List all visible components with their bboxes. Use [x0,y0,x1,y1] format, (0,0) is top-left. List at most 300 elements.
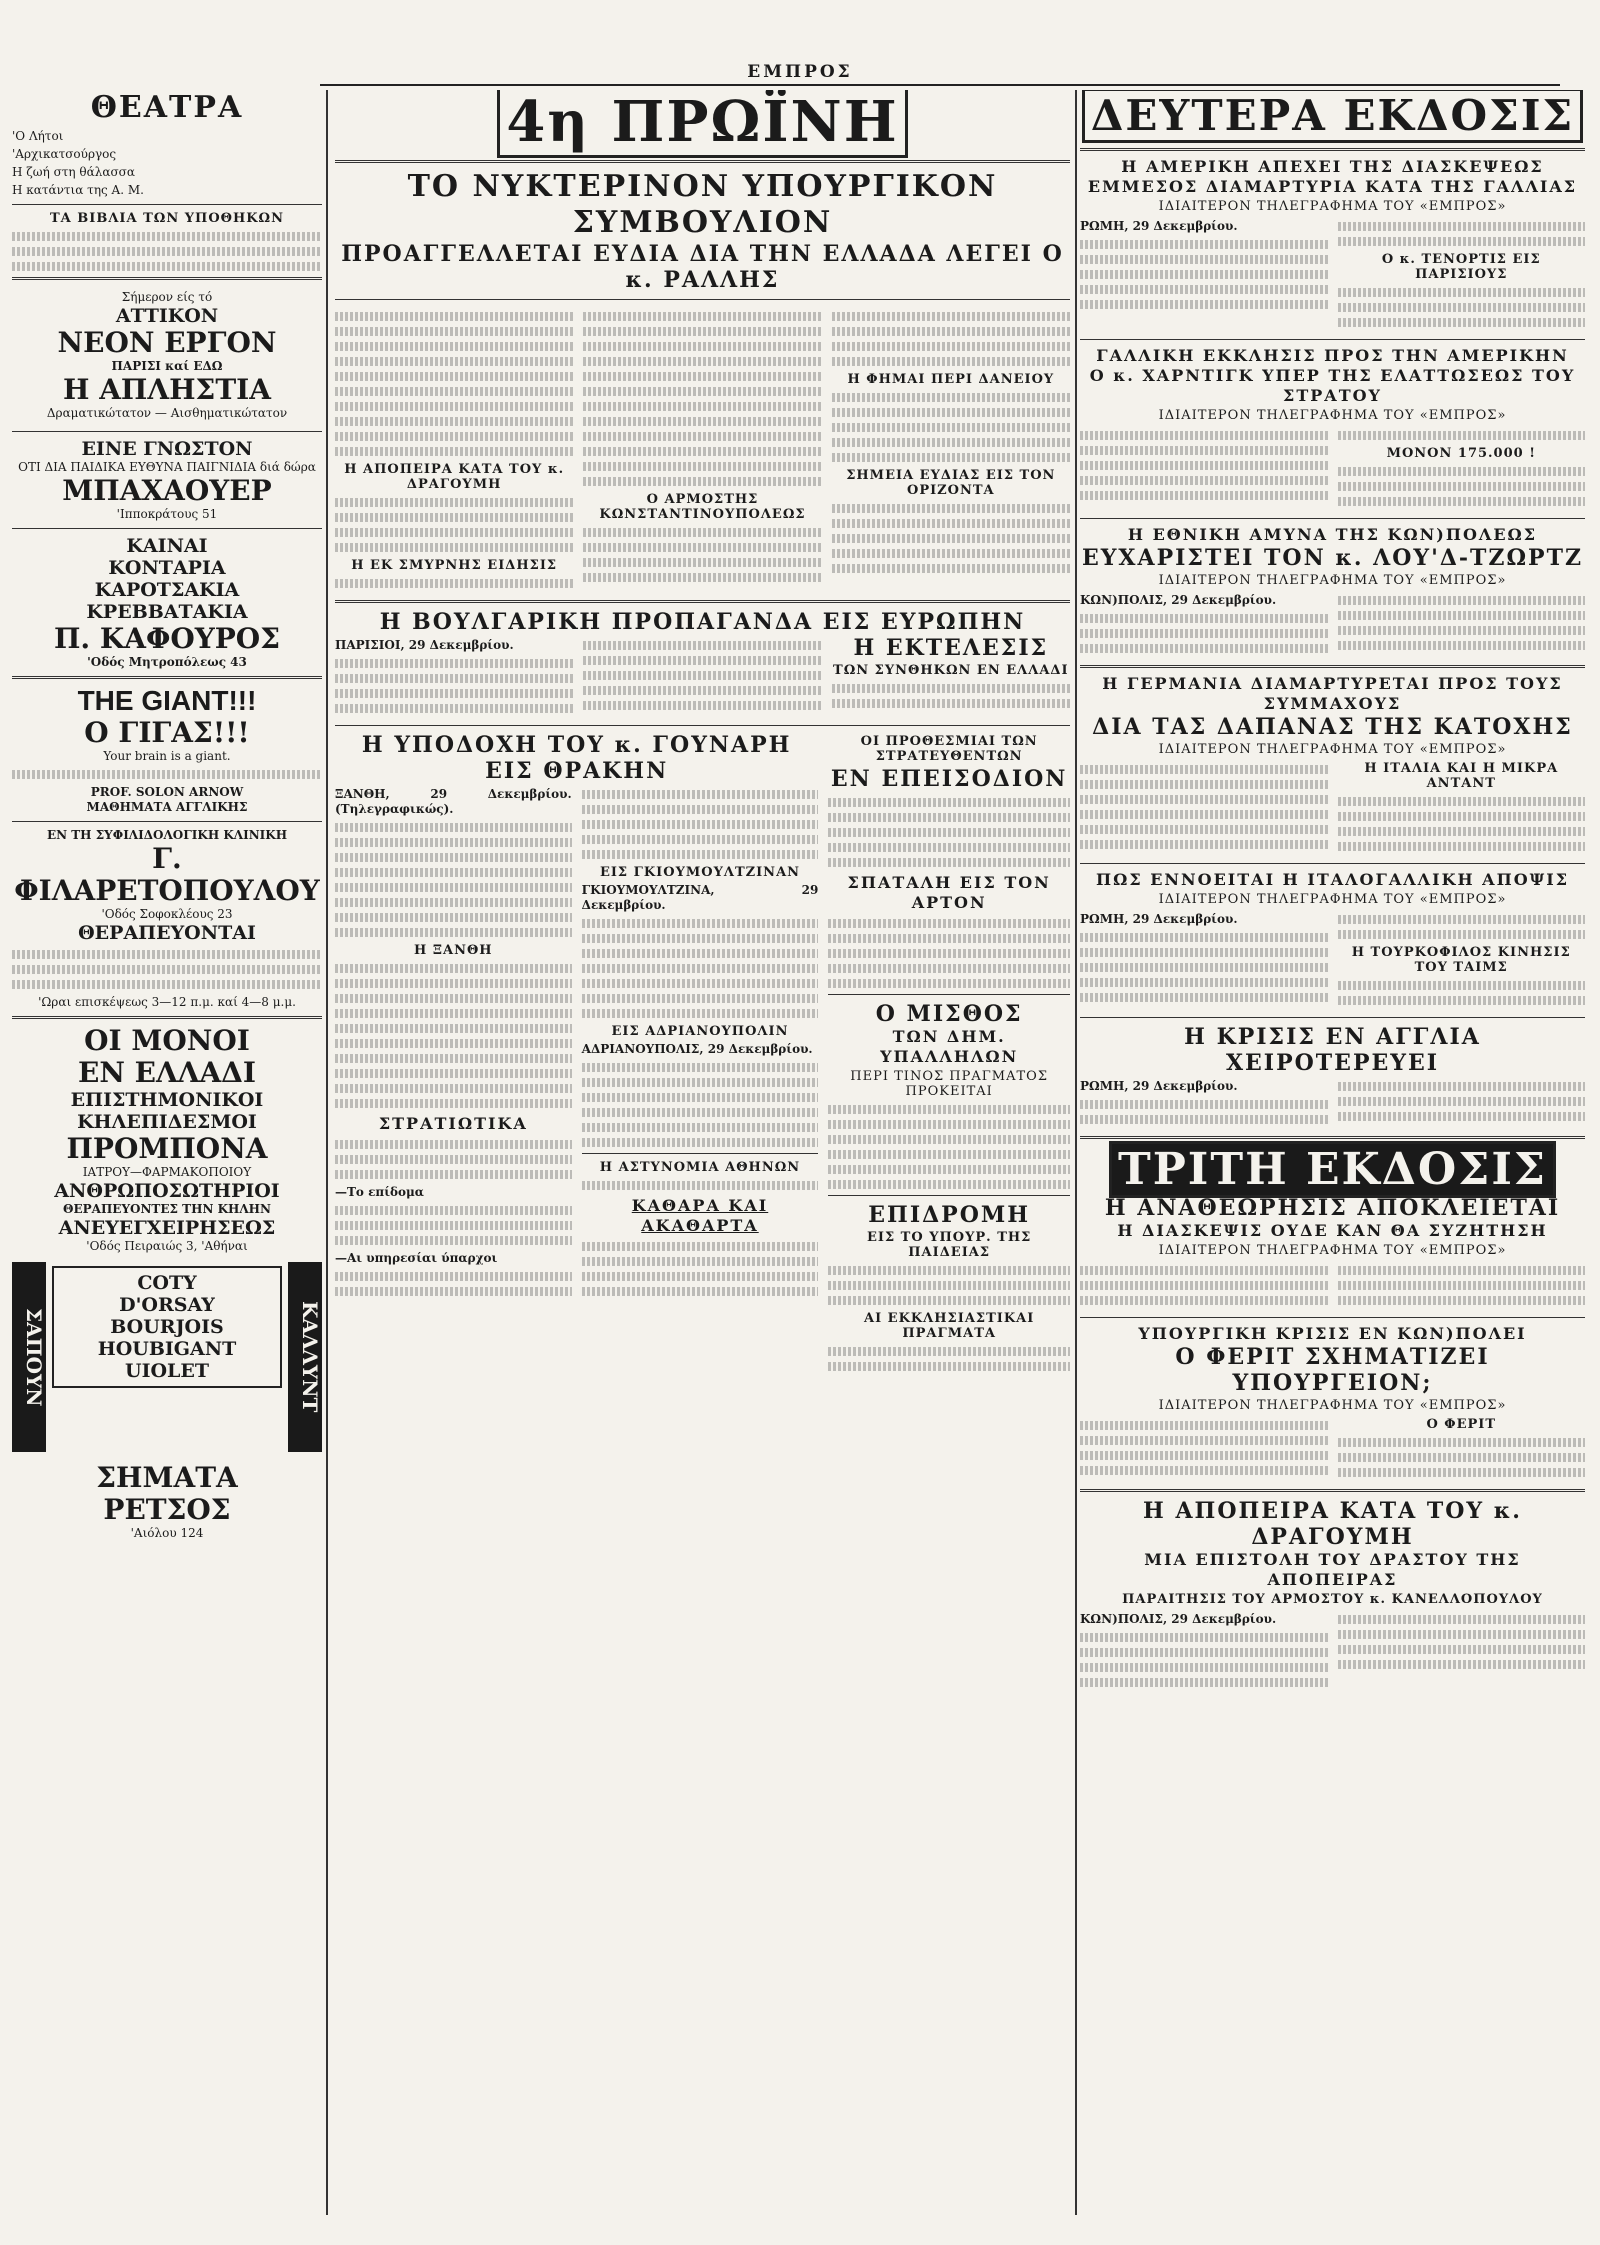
text-filler [335,823,572,832]
text-filler [832,684,1070,693]
wire-line: ΙΔΙΑΙΤΕΡΟΝ ΤΗΛΕΓΡΑΦΗΜΑ ΤΟΥ «ΕΜΠΡΟΣ» [1158,742,1507,757]
text-filler [828,798,1070,807]
story-column [1338,1415,1586,1483]
dateline: ΚΩΝ)ΠΟΛΙΣ, 29 Δεκεμβρίου. [1080,1612,1277,1626]
text-filler [583,447,821,456]
text-filler [828,1347,1070,1356]
story-column [1080,1609,1328,1693]
text-filler [335,898,572,907]
text-filler [1080,780,1328,789]
article-headline: Η ΑΜΕΡΙΚΗ ΑΠΕΧΕΙ ΤΗΣ ΔΙΑΣΚΕΨΕΩΣ [1121,157,1544,176]
text-filler [1080,476,1328,485]
text-filler [583,477,821,486]
text-filler [582,820,819,829]
section-subheadline: ΤΩΝ ΣΥΝΘΗΚΩΝ ΕΝ ΕΛΛΑΔΙ [833,663,1069,678]
toys-text: ΟΤΙ ΔΙΑ ΠΑΙΔΙΚΑ ΕΥΘΥΝΑ ΠΑΙΓΝΙΔΙΑ διά δώρα [18,460,316,474]
text-filler [335,1221,572,1230]
text-filler [1338,1438,1586,1447]
text-filler [832,438,1070,447]
text-filler [1338,237,1586,246]
divider [12,528,322,529]
article-columns [1080,1076,1585,1130]
article-subheadline: ΔΙΑ ΤΑΣ ΔΑΠΑΝΑΣ ΤΗΣ ΚΑΤΟΧΗΣ [1092,714,1573,740]
perfume-footer-line: ΣΗΜΑΤΑ [96,1461,238,1494]
text-filler [828,934,1070,943]
clinic-heading: ΕΝ ΤΗ ΣΥΦΙΛΙΔΟΛΟΓΙΚΗ ΚΛΙΝΙΚΗ [46,828,288,842]
truss-address: 'Οδός Πειραιώς 3, 'Αθήναι [86,1239,248,1253]
text-filler [1080,1436,1328,1445]
text-filler [335,513,573,522]
section-heading: Η ΙΤΑΛΙΑ ΚΑΙ Η ΜΙΚΡΑ ΑΝΤΑΝΤ [1364,761,1559,791]
text-filler [582,994,819,1003]
text-filler [582,1242,819,1251]
dateline: ΡΩΜΗ, 29 Δεκεμβρίου. [1080,912,1238,926]
text-filler [335,1069,572,1078]
text-filler [335,402,573,411]
story-column [1080,1076,1328,1130]
text-filler [828,1180,1070,1189]
text-filler [335,1272,572,1281]
section-headline: Η ΕΚΤΕΛΕΣΙΣ [853,635,1049,661]
text-filler [583,312,821,321]
section-heading: ΣΤΡΑΤΙΩΤΙΚΑ [378,1114,528,1133]
article-columns [1080,1260,1585,1311]
furniture-ad [12,535,322,670]
text-filler [335,1039,572,1048]
text-filler [582,1009,819,1018]
divider [12,204,322,205]
text-filler [582,1063,819,1072]
perfume-ad [12,1262,322,1462]
article-subheadline: ΕΥΧΑΡΙΣΤΕΙ ΤΟΝ κ. ΛΟΥ'Δ-ΤΖΩΡΤΖ [1081,545,1584,571]
text-filler [335,528,573,537]
wire-line: ΙΔΙΑΙΤΕΡΟΝ ΤΗΛΕΓΡΑΦΗΜΑ ΤΟΥ «ΕΜΠΡΟΣ» [1158,892,1507,907]
truss-brand-sub: ΙΑΤΡΟΥ—ΦΑΡΜΑΚΟΠΟΙΟΥ [82,1165,252,1179]
text-filler [335,1170,572,1179]
bulgarian-columns [335,635,1070,719]
text-filler [12,965,322,974]
divider [1080,863,1585,864]
text-filler [335,853,572,862]
cinema-intro: Σήμερον είς τό [121,290,213,304]
text-filler [1080,765,1328,774]
perfume-brand: HOUBIGANT [97,1338,237,1360]
perfume-side-label: ΣΑΠΟΥΝ [12,1262,46,1452]
theatre-heading: ΘΕΑΤΡΑ [90,90,244,125]
divider [1080,1489,1585,1492]
clinic-ad [12,828,322,1010]
divider [1080,148,1585,151]
truss-brand: ΠΡΟΜΠΟΝΑ [66,1132,268,1165]
text-filler [335,883,572,892]
story-column [583,306,821,594]
text-filler [832,453,1070,462]
text-filler [832,519,1070,528]
text-filler [1338,1266,1586,1275]
edition-banner: 4η ΠΡΩΪΝΗ [497,90,907,158]
truss-line: ΘΕΡΑΠΕΥΟΝΤΕΣ ΤΗΝ ΚΗΛΗΝ [63,1202,271,1216]
text-filler [1080,644,1328,653]
divider [12,277,322,280]
divider [1080,1017,1585,1018]
perfume-footer-line: ΡΕΤΣΟΣ [103,1493,231,1526]
divider [335,299,1070,300]
section-headline: ΣΠΑΤΑΛΗ ΕΙΣ ΤΟΝ ΑΡΤΟΝ [847,873,1051,912]
perfume-footer [12,1462,322,1541]
text-filler [828,979,1070,988]
text-filler [1080,491,1328,500]
section-subheading: —Το επίδομα [335,1185,425,1199]
furniture-item: ΚΑΡΟΤΣΑΚΙΑ [94,579,240,601]
text-filler [335,327,573,336]
section-headline: ΕΠΙΔΡΟΜΗ [868,1202,1031,1228]
divider [1080,518,1585,519]
text-filler [1338,827,1586,836]
text-filler [1338,1645,1586,1654]
story-column [832,306,1070,594]
left-column [12,90,322,2225]
text-filler [1338,303,1586,312]
text-filler [335,994,572,1003]
text-filler [1338,1082,1586,1091]
text-filler [832,393,1070,402]
text-filler [335,979,572,988]
text-filler [583,402,821,411]
story-column [335,306,573,594]
text-filler [828,1150,1070,1159]
text-filler [1080,1296,1328,1305]
section-subheadline: ΕΙΣ ΤΟ ΥΠΟΥΡ. ΤΗΣ ΠΑΙΔΕΙΑΣ [866,1230,1032,1260]
section-heading: Η ΞΑΝΘΗ [414,943,493,958]
dateline: ΡΩΜΗ, 29 Δεκεμβρίου. [1080,219,1238,233]
text-filler [1080,1421,1328,1430]
text-filler [832,357,1070,366]
column-divider [326,90,328,2215]
text-filler [583,558,821,567]
text-filler [335,1009,572,1018]
text-filler [582,1272,819,1281]
truss-line: ΕΝ ΕΛΛΑΔΙ [77,1056,257,1089]
text-filler [1080,1678,1328,1687]
text-filler [583,656,821,665]
text-filler [1338,812,1586,821]
text-filler [12,232,322,241]
cinema-tag: Δραματικώτατον — Αισθηματικώτατον [46,406,288,420]
text-filler [828,919,1070,928]
text-filler [582,949,819,958]
masthead: ΕΜΠΡΟΣ [747,62,853,82]
text-filler [832,564,1070,573]
text-filler [582,835,819,844]
text-filler [1338,842,1586,851]
text-filler [1080,978,1328,987]
section-headline: Ο ΜΙΣΘΟΣ [875,1001,1023,1027]
cinema-title: Η ΑΠΛΗΣΤΙΑ [62,373,271,406]
text-filler [335,342,573,351]
text-filler [335,674,573,683]
story-column [1338,1076,1586,1130]
text-filler [583,528,821,537]
story-column [1080,759,1328,857]
text-filler [583,686,821,695]
text-filler [1338,1281,1586,1290]
text-filler [828,1120,1070,1129]
divider [12,431,322,432]
story-column [1080,216,1328,333]
furniture-item: ΚΟΝΤΑΡΙΑ [108,557,226,579]
text-filler [335,312,573,321]
clinic-address: 'Οδός Σοφοκλέους 23 [101,907,233,921]
text-filler [582,1078,819,1087]
text-filler [1080,614,1328,623]
text-filler [335,447,573,456]
text-filler [1338,930,1586,939]
divider [582,1153,819,1154]
section-subheadline: ΤΩΝ ΔΗΜ. ΥΠΑΛΛΗΛΩΝ [880,1027,1019,1066]
text-filler [582,919,819,928]
story-column [1338,216,1586,333]
cinema-ad [12,286,322,425]
text-filler [828,1165,1070,1174]
text-filler [583,701,821,710]
center-column [335,90,1070,2225]
section-heading: Η ΤΟΥΡΚΟΦΙΛΟΣ ΚΙΝΗΣΙΣ ΤΟΥ ΤΑΙΜΣ [1351,945,1571,975]
bulgarian-headline: Η ΒΟΥΛΓΑΡΙΚΗ ΠΡΟΠΑΓΑΝΔΑ ΕΙΣ ΕΥΡΩΠΗΝ [379,609,1026,635]
story-column [582,784,819,1302]
article-headline: Η ΚΡΙΣΙΣ ΕΝ ΑΓΓΛΙΑ ΧΕΙΡΟΤΕΡΕΥΕΙ [1184,1024,1481,1076]
text-filler [1080,1466,1328,1475]
books-heading: ΤΑ ΒΙΒΛΙΑ ΤΩΝ ΥΠΟΘΗΚΩΝ [49,211,285,226]
text-filler [828,813,1070,822]
truss-line: ΟΙ ΜΟΝΟΙ [84,1024,250,1057]
text-filler [335,1099,572,1108]
text-filler [335,928,572,937]
clinic-name: Γ. ΦΙΛΑΡΕΤΟΠΟΥΛΟΥ [14,842,320,907]
article-columns [1080,909,1585,1011]
text-filler [335,1287,572,1296]
text-filler [1080,1648,1328,1657]
article-subheadline: ΕΜΜΕΣΟΣ ΔΙΑΜΑΡΤΥΡΙΑ ΚΑΤΑ ΤΗΣ ΓΑΛΛΙΑΣ [1087,177,1578,196]
text-filler [828,1105,1070,1114]
divider [828,1195,1070,1196]
thrace-block [335,732,818,1377]
text-filler [335,1140,572,1149]
truss-ad [12,1025,322,1254]
text-filler [1338,996,1586,1005]
thrace-columns [335,784,818,1302]
text-filler [1338,641,1586,650]
text-filler [1080,1266,1328,1275]
giant-ad [12,685,322,815]
article-headline: Η ΓΕΡΜΑΝΙΑ ΔΙΑΜΑΡΤΥΡΕΤΑΙ ΠΡΟΣ ΤΟΥΣ ΣΥΜΜΑΧΟΥΣ [1102,674,1563,713]
toys-heading: ΕΙΝΕ ΓΝΩΣΤΟΝ [81,438,253,460]
text-filler [1338,318,1586,327]
right-sub-column [828,732,1070,1377]
furniture-address: 'Οδός Μητροπόλεως 43 [87,655,247,669]
giant-teacher: PROF. SOLON ARNOW [90,785,244,799]
article-subheadline: ΜΙΑ ΕΠΙΣΤΟΛΗ ΤΟΥ ΔΡΑΣΤΟΥ ΤΗΣ ΑΠΟΠΕΙΡΑΣ [1144,1550,1521,1589]
section-subheading: —Αι υπηρεσίαι ύπαρχοι [335,1251,498,1265]
article-columns [1080,1609,1585,1693]
text-filler [1080,629,1328,638]
lower-center [335,732,1070,1377]
text-filler [583,462,821,471]
divider [335,160,1070,163]
text-filler [1338,431,1586,440]
divider [1080,1136,1585,1139]
masthead-rule [320,84,1560,86]
dateline: ΠΑΡΙΣΙΟΙ, 29 Δεκεμβρίου. [335,638,514,652]
text-filler [583,671,821,680]
text-filler [1080,446,1328,455]
article-headline: ΠΩΣ ΕΝΝΟΕΙΤΑΙ Η ΙΤΑΛΟΓΑΛΛΙΚΗ ΑΠΟΨΙΣ [1095,870,1570,889]
text-filler [583,417,821,426]
edition-title [1080,1145,1585,1195]
section-heading: Η ΦΗΜΑΙ ΠΕΡΙ ΔΑΝΕΙΟΥ [847,372,1055,387]
text-filler [335,704,573,713]
section-heading: ΟΙ ΠΡΟΘΕΣΜΙΑΙ ΤΩΝ ΣΤΡΑΤΕΥΘΕΝΤΩΝ [860,734,1038,764]
wire-line: ΙΔΙΑΙΤΕΡΟΝ ΤΗΛΕΓΡΑΦΗΜΑ ΤΟΥ «ΕΜΠΡΟΣ» [1158,573,1507,588]
divider [1080,665,1585,668]
text-filler [583,641,821,650]
wire-line: ΙΔΙΑΙΤΕΡΟΝ ΤΗΛΕΓΡΑΦΗΜΑ ΤΟΥ «ΕΜΠΡΟΣ» [1158,1398,1507,1413]
text-filler [335,543,573,552]
text-filler [335,372,573,381]
text-filler [335,387,573,396]
cinema-name: ΑΤΤΙΚΟΝ [115,305,219,327]
edition-banner: ΤΡΙΤΗ ΕΚΔΟΣΙΣ [1109,1141,1556,1198]
furniture-item: ΚΡΕΒΒΑΤΑΚΙΑ [86,601,248,623]
text-filler [583,357,821,366]
text-filler [582,1287,819,1296]
article-headline: ΓΑΛΛΙΚΗ ΕΚΚΛΗΣΙΣ ΠΡΟΣ ΤΗΝ ΑΜΕΡΙΚΗΝ [1096,346,1569,365]
text-filler [335,689,573,698]
truss-line: ΚΗΛΕΠΙΔΕΣΜΟΙ [77,1111,257,1133]
story-column [1338,590,1586,659]
text-filler [335,1024,572,1033]
text-filler [583,342,821,351]
divider [12,1016,322,1019]
text-filler [1338,467,1586,476]
story-column [583,635,821,719]
text-filler [828,1362,1070,1371]
article-headline: Η ΕΘΝΙΚΗ ΑΜΥΝΑ ΤΗΣ ΚΩΝ)ΠΟΛΕΩΣ [1127,525,1538,544]
divider [12,676,322,679]
text-filler [1338,1453,1586,1462]
text-filler [582,964,819,973]
text-filler [583,327,821,336]
text-filler [582,805,819,814]
text-filler [582,850,819,859]
story-column [1080,425,1328,512]
main-subheadline: ΠΡΟΑΓΓΕΛΛΕΤΑΙ ΕΥΔΙΑ ΔΙΑ ΤΗΝ ΕΛΛΑΔΑ ΛΕΓΕΙ Ο κ. ΡΑΛΛΗΣ [341,241,1064,293]
story-column [1080,1415,1328,1483]
story-column [335,784,572,1302]
right-column [1080,90,1585,2225]
text-filler [832,534,1070,543]
text-filler [832,699,1070,708]
section-heading: Ο ΑΡΜΟΣΤΗΣ ΚΩΝΣΤΑΝΤΙΝΟΥΠΟΛΕΩΣ [599,492,806,522]
text-filler [1080,825,1328,834]
story-column [832,635,1070,719]
text-filler [828,1296,1070,1305]
section-heading: Η ΑΣΤΥΝΟΜΙΑ ΑΘΗΝΩΝ [599,1160,801,1175]
text-filler [1080,795,1328,804]
text-filler [582,1181,819,1190]
text-filler [828,843,1070,852]
text-filler [12,950,322,959]
text-filler [1080,240,1328,249]
article-columns [1080,425,1585,512]
text-filler [335,579,573,588]
section-subheadline: ΠΕΡΙ ΤΙΝΟΣ ΠΡΑΓΜΑΤΟΣ ΠΡΟΚΕΙΤΑΙ [850,1069,1049,1099]
article-headline: Η ΑΝΑΘΕΩΡΗΣΙΣ ΑΠΟΚΛΕΙΕΤΑΙ [1104,1195,1561,1221]
perfume-brand: COTY [137,1272,197,1294]
section-heading: ΚΑΘΑΡΑ ΚΑΙ ΑΚΑΘΑΡΤΑ [631,1196,769,1235]
text-filler [1080,461,1328,470]
clinic-cure: ΘΕΡΑΠΕΥΟΝΤΑΙ [78,922,256,944]
text-filler [1338,611,1586,620]
toys-ad [12,438,322,522]
text-filler [582,979,819,988]
article-headline: ΥΠΟΥΡΓΙΚΗ ΚΡΙΣΙΣ ΕΝ ΚΩΝ)ΠΟΛΕΙ [1138,1324,1527,1343]
story-column [1338,1260,1586,1311]
article-subheadline: Η ΔΙΑΣΚΕΨΙΣ ΟΥΔΕ ΚΑΝ ΘΑ ΣΥΖΗΤΗΣΗ [1117,1221,1548,1240]
section-heading: Η ΕΚ ΣΜΥΡΝΗΣ ΕΙΔΗΣΙΣ [351,558,558,573]
article-columns [1080,590,1585,659]
text-filler [335,1084,572,1093]
section-heading: ΕΙΣ ΓΚΙΟΥΜΟΥΛΤΖΙΝΑΝ [599,865,801,880]
text-filler [335,432,573,441]
text-filler [335,417,573,426]
text-filler [1338,288,1586,297]
wire-line: ΙΔΙΑΙΤΕΡΟΝ ΤΗΛΕΓΡΑΦΗΜΑ ΤΟΥ «ΕΜΠΡΟΣ» [1158,408,1507,423]
text-filler [582,790,819,799]
story-column [1338,759,1586,857]
section-heading: Η ΑΠΟΠΕΙΡΑ ΚΑΤΑ ΤΟΥ κ. ΔΡΑΓΟΥΜΗ [344,462,565,492]
text-filler [1080,810,1328,819]
text-filler [832,549,1070,558]
text-filler [828,828,1070,837]
section-heading: ΣΗΜΕΙΑ ΕΥΔΙΑΣ ΕΙΣ ΤΟΝ ΟΡΙΖΟΝΤΑ [846,468,1056,498]
theatre-line: 'Αρχικατσούργος [12,147,117,161]
truss-line: ΕΠΙΣΤΗΜΟΝΙΚΟΙ [70,1089,264,1111]
text-filler [828,1266,1070,1275]
text-filler [583,372,821,381]
text-filler [1080,1115,1328,1124]
text-filler [335,838,572,847]
text-filler [582,1138,819,1147]
divider [828,994,1070,995]
text-filler [1338,596,1586,605]
text-filler [1338,981,1586,990]
text-filler [832,423,1070,432]
text-filler [828,1281,1070,1290]
text-filler [1080,255,1328,264]
text-filler [582,934,819,943]
text-filler [335,357,573,366]
article-subheadline: Ο ΦΕΡΙΤ ΣΧΗΜΑΤΙΖΕΙ ΥΠΟΥΡΓΕΙΟΝ; [1175,1344,1490,1396]
article-headline: Η ΑΠΟΠΕΙΡΑ ΚΑΤΑ ΤΟΥ κ. ΔΡΑΓΟΥΜΗ [1143,1498,1522,1550]
text-filler [1080,1663,1328,1672]
text-filler [1338,915,1586,924]
text-filler [583,543,821,552]
divider [12,821,322,822]
main-story-columns [335,306,1070,594]
text-filler [828,964,1070,973]
thrace-headline: Η ΥΠΟΔΟΧΗ ΤΟΥ κ. ΓΟΥΝΑΡΗ ΕΙΣ ΘΡΑΚΗΝ [361,732,792,784]
perfume-side-label: ΚΑΛΛΥΝΤ [288,1262,322,1452]
